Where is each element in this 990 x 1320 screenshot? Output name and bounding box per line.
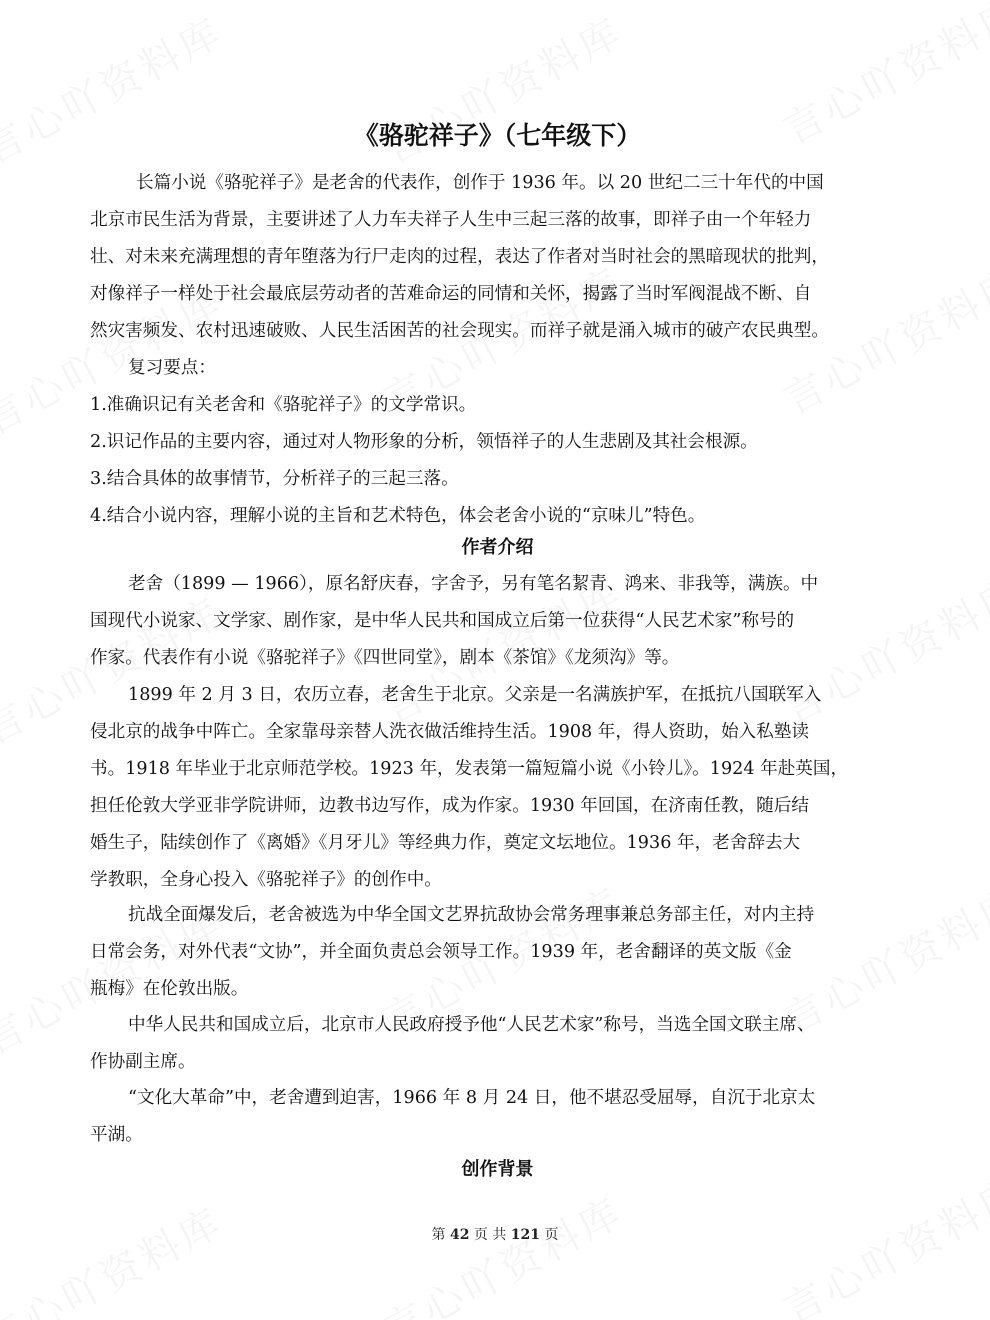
intro-line: 北京市民生活为背景，主要讲述了人力车夫祥子人生中三起三落的故事，即祥子由一个年轻力 (90, 210, 812, 230)
author-paragraph-1 (90, 566, 905, 677)
author-paragraph-5 (90, 1080, 905, 1154)
author-line: 作协副主席。 (90, 1052, 196, 1072)
intro-line: 对像祥子一样处于社会最底层劳动者的苦难命运的同情和关怀，揭露了当时军阀混战不断、自 (90, 284, 812, 304)
author-line: 平湖。 (90, 1125, 143, 1145)
review-label: 复习要点： (128, 358, 216, 378)
total-page-number: 121 (510, 1227, 541, 1243)
author-line: “文化大革命”中，老舍遭到迫害，1966 年 8 月 24 日，他不堪忍受屈辱，自沉于北京太 (128, 1088, 816, 1108)
document-title: 《骆驼祥子》（七年级下） (353, 121, 642, 150)
author-line: 学教职，全身心投入《骆驼祥子》的创作中。 (90, 870, 442, 890)
author-line: 作家。代表作有小说《骆驼祥子》《四世同堂》，剧本《茶馆》《龙须沟》等。 (90, 648, 680, 668)
review-item: 3.结合具体的故事情节，分析祥子的三起三落。 (90, 469, 459, 489)
watermark-text (372, 1181, 632, 1320)
author-heading: 作者介绍 (461, 537, 534, 558)
author-paragraph-4 (90, 1007, 905, 1081)
footer-suffix: 页 (544, 1227, 559, 1243)
author-line: 侵北京的战争中阵亡。全家靠母亲替人洗衣做活维持生活。1908 年，得人资助，始入私塾读 (90, 722, 809, 742)
author-line: 国现代小说家、文学家、剧作家，是中华人民共和国成立后第一位获得“人民艺术家”称号的 (90, 611, 795, 631)
intro-line: 长篇小说《骆驼祥子》是老舍的代表作，创作于 1936 年。以 20 世纪二三十年代的中国 (136, 173, 824, 193)
author-line: 婚生子，陆续创作了《离婚》《月牙儿》等经典力作，奠定文坛地位。1936 年，老舍辞去大 (90, 833, 801, 853)
author-line: 老舍（1899 — 1966），原名舒庆春，字舍予，另有笔名絜青、鸿来、非我等，满族。中 (128, 574, 819, 594)
review-item: 2.识记作品的主要内容，通过对人物形象的分析，领悟祥子的人生悲剧及其社会根源。 (90, 432, 758, 452)
review-section (90, 350, 905, 535)
intro-line: 壮、对未来充满理想的青年堕落为行尸走肉的过程，表达了作者对当时社会的黑暗现状的批判， (90, 247, 829, 267)
author-line: 书。1918 年毕业于北京师范学校。1923 年，发表第一篇短篇小说《小铃儿》。1924 年赴英国， (90, 759, 849, 779)
intro-line: 然灾害频发、农村迅速破败、人民生活困苦的社会现实。而祥子就是涌入城市的破产农民典型。 (90, 321, 829, 341)
footer-prefix: 第 (431, 1227, 446, 1243)
current-page-number: 42 (449, 1227, 470, 1243)
author-line: 抗战全面爆发后，老舍被选为中华全国文艺界抗敌协会常务理事兼总务部主任，对内主持 (128, 905, 815, 925)
author-paragraph-3 (90, 897, 905, 1008)
author-paragraph-2 (90, 677, 905, 899)
footer-middle: 页 共 (473, 1227, 507, 1243)
author-line: 日常会务，对外代表“文协”，并全面负责总会领导工作。1939 年，老舍翻译的英文版《金 (90, 942, 792, 962)
background-heading: 创作背景 (461, 1159, 534, 1180)
review-item: 4.结合小说内容，理解小说的主旨和艺术特色，体会老舍小说的“京味儿”特色。 (90, 506, 706, 526)
page-footer (0, 1225, 990, 1245)
author-line: 担任伦敦大学亚非学院讲师，边教书边写作，成为作家。1930 年回国，在济南任教，随后结 (90, 796, 809, 816)
author-line: 瓶梅》在伦敦出版。 (90, 979, 249, 999)
review-item: 1.准确识记有关老舍和《骆驼祥子》的文学常识。 (90, 395, 477, 415)
author-line: 中华人民共和国成立后，北京市人民政府授予他“人民艺术家”称号，当选全国文联主席、 (128, 1015, 815, 1035)
watermark-text (0, 1191, 232, 1320)
intro-paragraph (90, 165, 905, 350)
author-line: 1899 年 2 月 3 日，农历立春，老舍生于北京。父亲是一名满族护军，在抵抗八国联军入 (128, 685, 822, 705)
